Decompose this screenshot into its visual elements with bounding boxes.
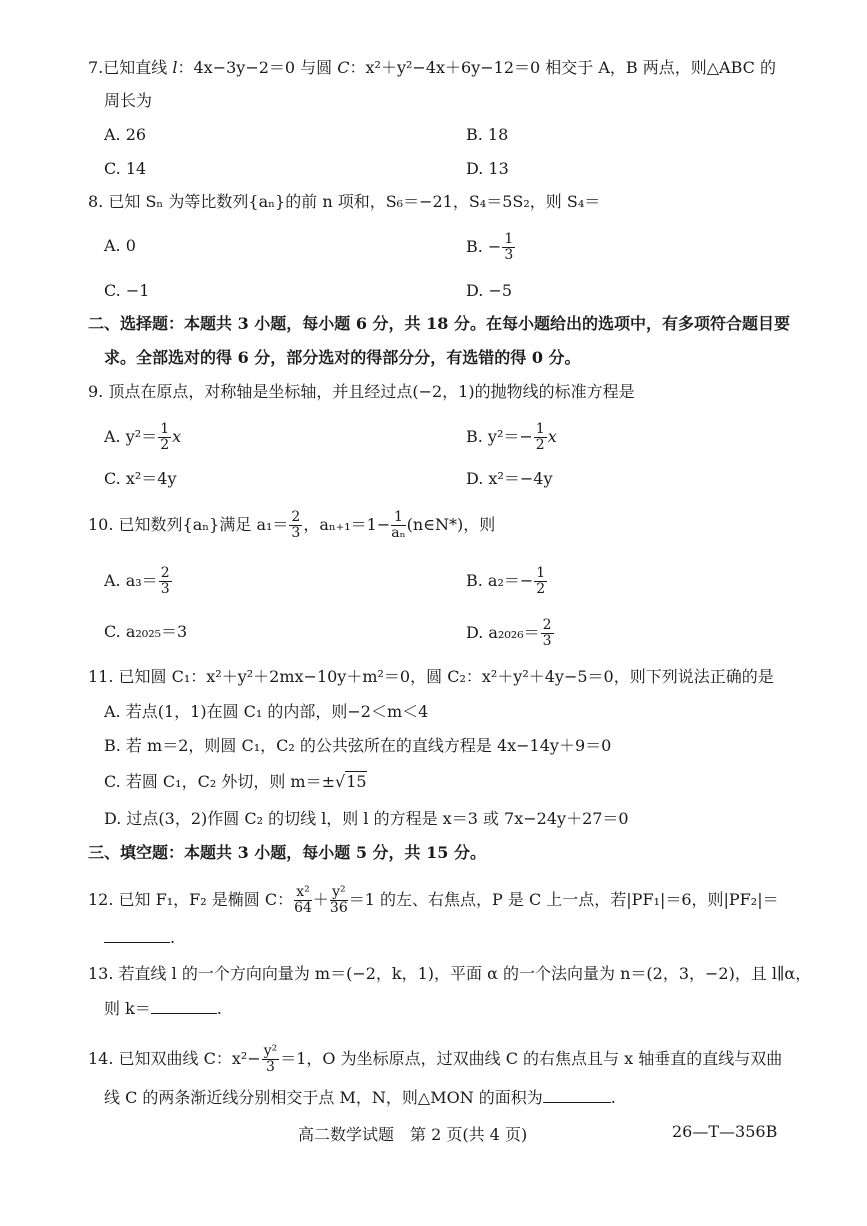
q10-option-a: A. a₃＝ $\frac{2}{3}$: [104, 565, 170, 597]
q10-option-c: C. a₂₀₂₅＝3: [104, 622, 188, 641]
q11-option-b: B. 若 m＝2，则圆 C₁，C₂ 的公共弦所在的直线方程是 4x−14y＋9＝0: [104, 736, 612, 755]
answer-blank[interactable]: [151, 1013, 217, 1014]
fraction: $\frac{1}{2}$: [160, 421, 170, 453]
fraction: $\frac{\text{y²}}{36}$: [329, 884, 348, 916]
section-2-heading: 二、选择题：本题共 3 小题，每小题 6 分，共 18 分。在每小题给出的选项中，有多项符合题目要: [88, 314, 790, 333]
q10-option-b: B. a₂＝− $\frac{1}{2}$: [466, 565, 546, 597]
q12-answer-line: .: [104, 928, 175, 948]
q9-option-c: C. x²＝4y: [104, 469, 177, 488]
q13-answer-line: 则 k＝ .: [104, 999, 222, 1018]
q14-answer-line: 线 C 的两条渐近线分别相交于点 M，N，则△MON 的面积为 .: [104, 1088, 616, 1107]
q7-stem: 7.已知直线 l：4x−3y−2＝0 与圆 C：x²＋y²−4x＋6y−12＝0 相交于 A，B 两点，则△ABC 的: [88, 58, 776, 77]
fraction: $\frac{1}{3}$: [504, 231, 514, 263]
section-2-heading-cont: 求。全部选对的得 6 分，部分选对的得部分分，有选错的得 0 分。: [104, 348, 581, 367]
fraction: $\frac{1}{\text{aₙ}}$: [391, 509, 406, 541]
q11-option-c: C. 若圆 C₁，C₂ 外切，则 m＝±√15: [104, 772, 367, 791]
q9-option-a: A. y²＝ $\frac{1}{2}$ x: [104, 421, 182, 453]
fraction: $\frac{\text{y²}}{3}$: [263, 1043, 278, 1075]
q12-stem: 12. 已知 F₁，F₂ 是椭圆 C： $\frac{\text{x²}}{64}$ ＋ $\frac{\text{y²}}{36}$ ＝1 的左、右焦点，P 是 C 上一点，若|PF₁|＝6，则|PF₂|＝: [88, 884, 779, 916]
q7-option-a: A. 26: [104, 125, 147, 144]
q7-option-d: D. 13: [466, 159, 509, 178]
page-footer: 高二数学试题 第 2 页(共 4 页): [298, 1125, 528, 1144]
section-3-heading: 三、填空题：本题共 3 小题，每小题 5 分，共 15 分。: [88, 843, 486, 862]
q11-option-a: A. 若点(1，1)在圆 C₁ 的内部，则−2＜m＜4: [104, 702, 429, 721]
q13-stem: 13. 若直线 l 的一个方向向量为 m＝(−2，k，1)，平面 α 的一个法向量为 n＝(2，3，−2)，且 l∥α，: [88, 964, 812, 983]
fraction: $\frac{1}{2}$: [535, 421, 545, 453]
q9-stem: 9. 顶点在原点，对称轴是坐标轴，并且经过点(−2，1)的抛物线的标准方程是: [88, 382, 635, 401]
q7-option-c: C. 14: [104, 159, 147, 178]
q7-stem-cont: 周长为: [104, 91, 153, 110]
q8-option-a: A. 0: [104, 236, 136, 255]
q8-stem: 8. 已知 Sₙ 为等比数列{aₙ}的前 n 项和，S₆＝−21，S₄＝5S₂，则 S₄＝: [88, 192, 601, 211]
answer-blank[interactable]: [543, 1102, 611, 1103]
q8-option-d: D. −5: [466, 281, 513, 300]
fraction: $\frac{2}{3}$: [542, 617, 552, 649]
q7-option-b: B. 18: [466, 125, 509, 144]
exam-code: 26—T—356B: [672, 1122, 778, 1141]
fraction: $\frac{2}{3}$: [160, 565, 170, 597]
answer-blank[interactable]: [104, 942, 170, 943]
q9-option-b: B. y²＝− $\frac{1}{2}$ x: [466, 421, 557, 453]
q8-option-b: B. − $\frac{1}{3}$: [466, 231, 514, 263]
fraction: $\frac{\text{x²}}{64}$: [294, 884, 312, 916]
q11-option-d: D. 过点(3，2)作圆 C₂ 的切线 l，则 l 的方程是 x＝3 或 7x−24y＋27＝0: [104, 809, 629, 828]
q8-option-c: C. −1: [104, 281, 150, 300]
q11-stem: 11. 已知圆 C₁：x²＋y²＋2mx−10y＋m²＝0，圆 C₂：x²＋y²＋4y−5＝0，则下列说法正确的是: [88, 667, 774, 686]
q10-option-d: D. a₂₀₂₆＝ $\frac{2}{3}$: [466, 617, 552, 649]
fraction: $\frac{1}{2}$: [536, 565, 546, 597]
q14-stem: 14. 已知双曲线 C：x²− $\frac{\text{y²}}{3}$ ＝1，O 为坐标原点，过双曲线 C 的右焦点且与 x 轴垂直的直线与双曲: [88, 1043, 783, 1075]
q10-stem: 10. 已知数列{aₙ}满足 a₁＝ $\frac{2}{3}$ ，aₙ₊₁＝1− $\frac{1}{\text{aₙ}}$ (n∈N*)，则: [88, 509, 496, 541]
q9-option-d: D. x²＝−4y: [466, 469, 553, 488]
fraction: $\frac{2}{3}$: [291, 509, 301, 541]
